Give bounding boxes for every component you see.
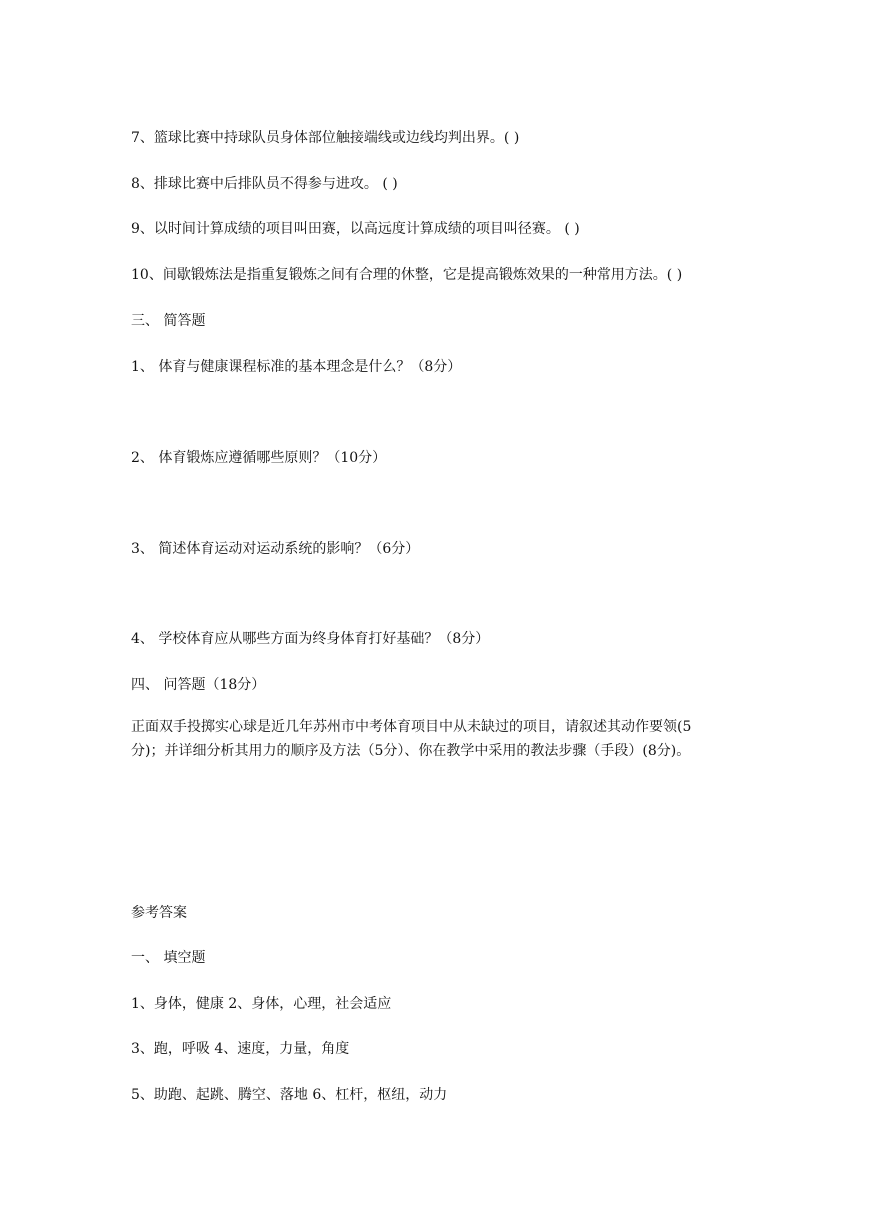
short-answer-question-1: 1、 体育与健康课程标准的基本理念是什么？（8分） (131, 359, 462, 375)
question-8: 8、排球比赛中后排队员不得参与进攻。 ( ) (131, 176, 398, 192)
essay-question-line-2: 分)；并详细分析其用力的顺序及方法（5分）、你在教学中采用的教法步骤（手段）(8分)。 (131, 743, 691, 759)
answer-line-2: 3、跑，呼吸 4、速度，力量，角度 (131, 1041, 350, 1057)
answers-section-heading: 一、 填空题 (131, 950, 206, 966)
section-heading-essay: 四、 问答题（18分） (131, 677, 266, 693)
answers-title: 参考答案 (131, 905, 187, 921)
short-answer-question-2: 2、 体育锻炼应遵循哪些原则？（10分） (131, 450, 387, 466)
question-10: 10、间歇锻炼法是指重复锻炼之间有合理的休整，它是提高锻炼效果的一种常用方法。( ) (131, 267, 683, 283)
essay-question-line-1: 正面双手投掷实心球是近几年苏州市中考体育项目中从未缺过的项目，请叙述其动作要领(5 (131, 719, 692, 735)
question-9: 9、以时间计算成绩的项目叫田赛，以高远度计算成绩的项目叫径赛。 ( ) (131, 221, 580, 237)
section-heading-short-answer: 三、 简答题 (131, 313, 206, 329)
answer-line-1: 1、身体，健康 2、身体，心理，社会适应 (131, 996, 392, 1012)
short-answer-question-3: 3、 简述体育运动对运动系统的影响？（6分） (131, 541, 420, 557)
answer-line-3: 5、助跑、起跳、腾空、落地 6、杠杆，枢纽，动力 (131, 1087, 448, 1103)
short-answer-question-4: 4、 学校体育应从哪些方面为终身体育打好基础？（8分） (131, 631, 490, 647)
question-7: 7、篮球比赛中持球队员身体部位触接端线或边线均判出界。( ) (131, 130, 520, 146)
